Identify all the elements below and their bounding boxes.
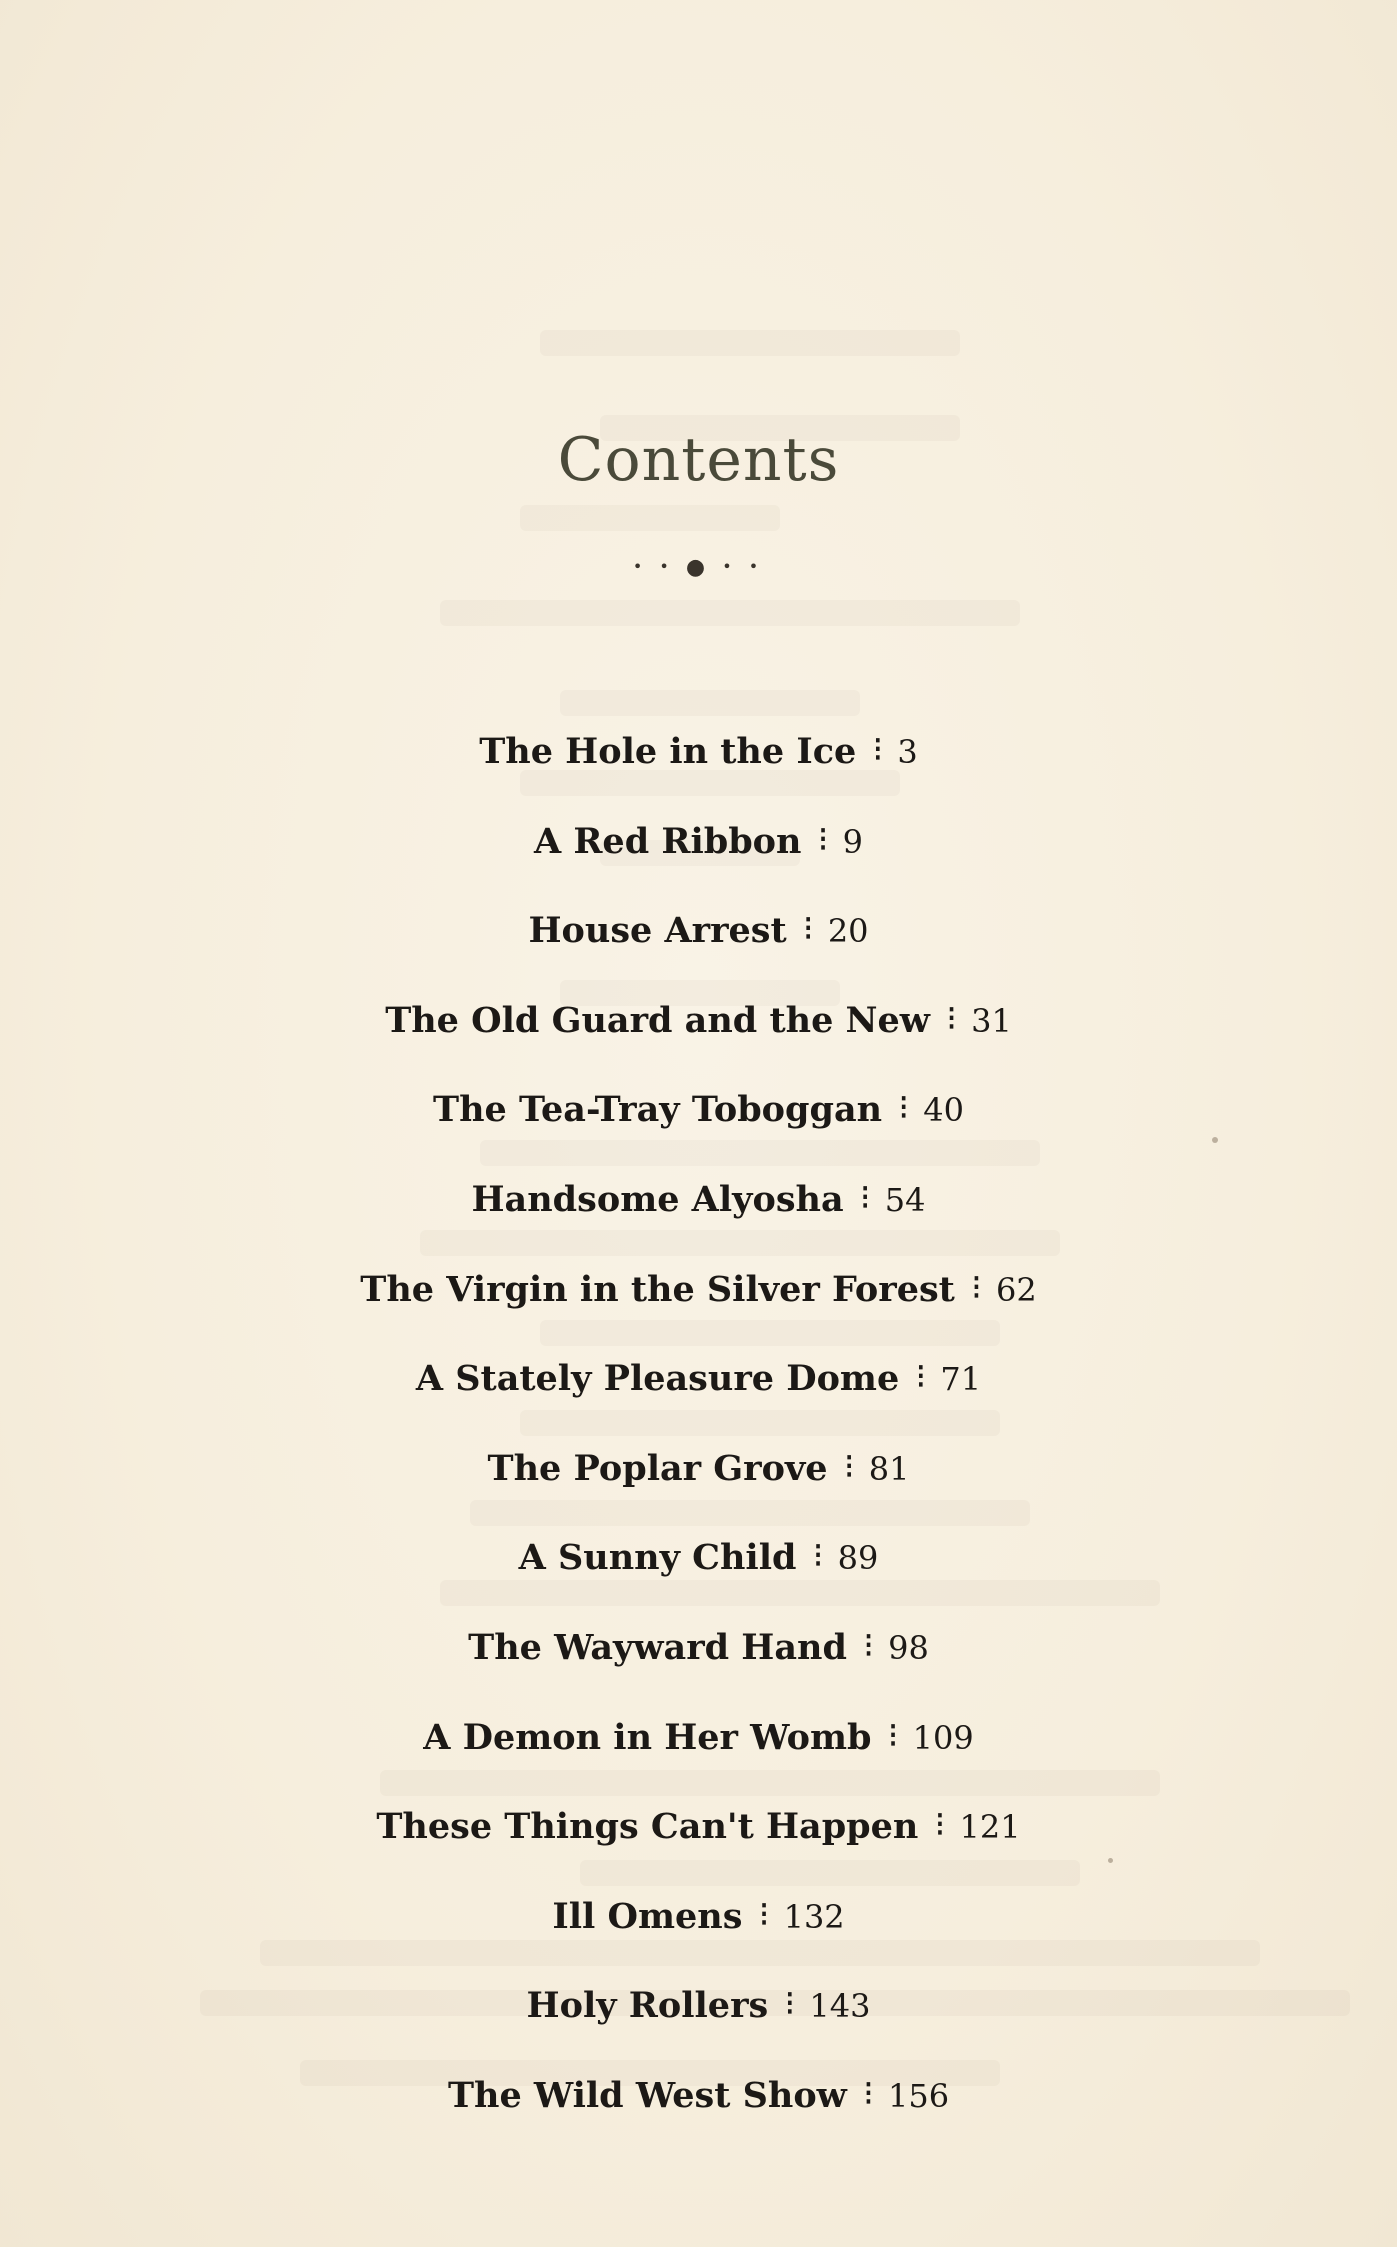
title-ornament (0, 553, 1397, 578)
page-number: 54 (884, 1180, 926, 1219)
chapter-title: A Demon in Her Womb (423, 1716, 872, 1758)
separator: ⁝ (862, 1625, 875, 1666)
separator: ⁝ (817, 819, 829, 860)
page-number: 9 (842, 822, 863, 861)
toc-entry (0, 812, 1397, 902)
toc-entry (0, 991, 1397, 1081)
toc-entry (0, 1976, 1397, 2066)
page-number: 109 (912, 1718, 974, 1757)
page-number: 31 (971, 1001, 1012, 1040)
toc-entry (0, 1439, 1397, 1529)
separator: ⁝ (843, 1446, 855, 1487)
chapter-title: Ill Omens (552, 1895, 743, 1937)
separator: ⁝ (758, 1894, 770, 1935)
page-number: 40 (923, 1091, 964, 1130)
separator: ⁝ (915, 1357, 927, 1398)
toc-entry (0, 1618, 1397, 1708)
toc-entry (0, 1170, 1397, 1260)
page-number: 132 (783, 1897, 845, 1936)
table-of-contents (0, 722, 1397, 2156)
toc-entry (0, 901, 1397, 991)
chapter-title: The Hole in the Ice (479, 731, 857, 772)
separator: ⁝ (934, 1805, 946, 1846)
toc-entry (0, 1797, 1397, 1887)
toc-entry (0, 1708, 1397, 1798)
separator: ⁝ (802, 909, 814, 950)
page-number: 98 (888, 1628, 929, 1667)
chapter-title: The Old Guard and the New (385, 999, 930, 1041)
chapter-title: A Stately Pleasure Dome (415, 1358, 900, 1400)
chapter-title: A Sunny Child (518, 1537, 797, 1579)
toc-entry (0, 1080, 1397, 1170)
chapter-title: The Wild West Show (447, 2074, 847, 2116)
separator: ⁝ (898, 1088, 910, 1129)
ornament-dot: • (722, 557, 738, 576)
chapter-title: The Virgin in the Silver Forest (360, 1268, 955, 1310)
ornament-dot: • (659, 557, 675, 576)
page-number: 71 (940, 1360, 982, 1399)
separator: ⁝ (970, 1267, 982, 1308)
separator: ⁝ (859, 1177, 871, 1218)
separator: ⁝ (812, 1536, 824, 1577)
page-number: 143 (809, 1987, 871, 2026)
toc-entry (0, 1260, 1397, 1350)
ornament-dot-center: ● (685, 555, 712, 580)
toc-entry (0, 1528, 1397, 1618)
page-number: 3 (897, 733, 918, 771)
chapter-title: The Wayward Hand (468, 1626, 847, 1668)
chapter-title: The Tea-Tray Toboggan (433, 1089, 883, 1131)
chapter-title: House Arrest (528, 910, 787, 952)
page-number: 20 (827, 912, 869, 951)
page-number: 89 (837, 1539, 879, 1578)
page-number: 156 (887, 2076, 950, 2115)
chapter-title: Handsome Alyosha (471, 1178, 844, 1220)
page-number: 121 (959, 1808, 1021, 1847)
separator: ⁝ (887, 1715, 899, 1756)
chapter-title: A Red Ribbon (534, 820, 802, 862)
ornament-dot: • (632, 557, 649, 576)
toc-entry (0, 1349, 1397, 1439)
chapter-title: Holy Rollers (526, 1985, 769, 2027)
page-number: 62 (996, 1270, 1037, 1309)
toc-entry (0, 722, 1397, 812)
separator: ⁝ (862, 2073, 874, 2114)
separator: ⁝ (945, 998, 958, 1039)
page-number: 81 (868, 1449, 910, 1488)
toc-entry (0, 1887, 1397, 1977)
separator: ⁝ (784, 1984, 796, 2025)
chapter-title: The Poplar Grove (487, 1447, 828, 1489)
chapter-title: These Things Can't Happen (376, 1806, 919, 1848)
separator: ⁝ (872, 730, 884, 770)
page-title: Contents (557, 425, 840, 495)
ornament-dot: • (748, 557, 765, 576)
toc-entry (0, 2066, 1397, 2156)
